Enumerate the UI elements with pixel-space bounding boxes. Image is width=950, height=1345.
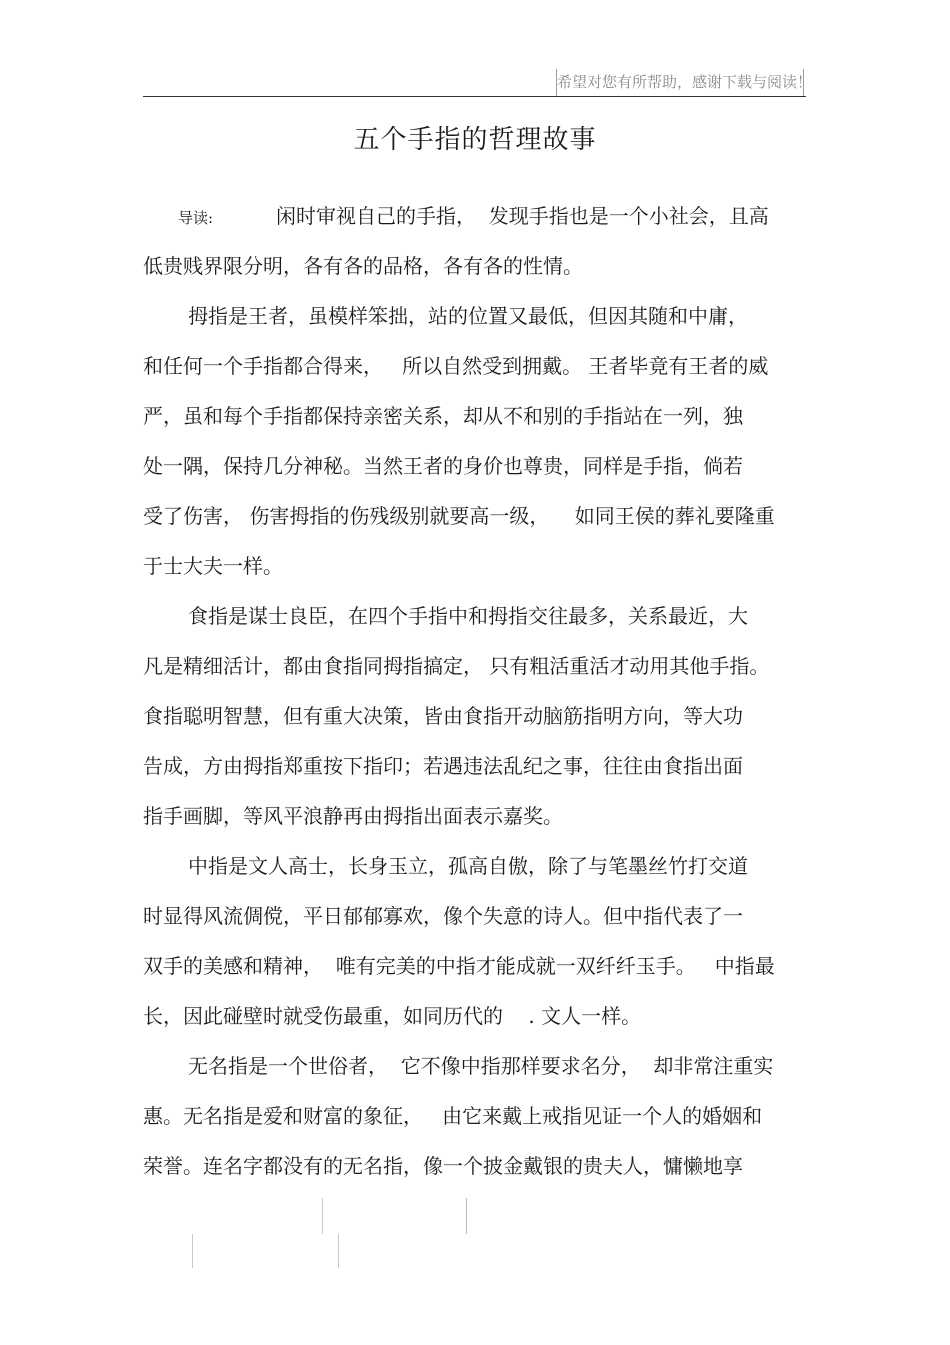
text-line: 于士大夫一样。 xyxy=(143,554,283,578)
intro-label: 导读: xyxy=(178,209,214,227)
text-line: 中指是文人高士，长身玉立，孤高自傲，除了与笔墨丝竹打交道 xyxy=(188,854,748,878)
header-rule xyxy=(143,96,806,97)
text-line: 时显得风流倜傥，平日郁郁寡欢，像个失意的诗人。但中指代表了一 xyxy=(143,904,743,928)
text-line: 受了伤害， 伤害拇指的伤残级别就要高一级， 如同王侯的葬礼要隆重 xyxy=(143,504,775,528)
text-line: 低贵贱界限分明，各有各的品格，各有各的性情。 xyxy=(143,254,583,278)
text-line: 闲时审视自己的手指， 发现手指也是一个小社会，且高 xyxy=(276,204,769,228)
text-line: 处一隅，保持几分神秘。当然王者的身价也尊贵，同样是手指，倘若 xyxy=(143,454,743,478)
scan-artifact-rule xyxy=(322,1198,323,1234)
text-line: 和任何一个手指都合得来， 所以自然受到拥戴。 王者毕竟有王者的威 xyxy=(143,354,769,378)
text-line: 无名指是一个世俗者， 它不像中指那样要求名分， 却非常注重实 xyxy=(188,1054,774,1078)
document-title: 五个手指的哲理故事 xyxy=(353,125,597,155)
text-line: 食指是谋士良臣，在四个手指中和拇指交往最多，关系最近，大 xyxy=(188,604,748,628)
scan-artifact-rule xyxy=(192,1234,193,1268)
text-line: 指手画脚，等风平浪静再由拇指出面表示嘉奖。 xyxy=(143,804,563,828)
scan-artifact-rule xyxy=(338,1234,339,1268)
header-note: 希望对您有所帮助，感谢下载与阅读！ xyxy=(556,69,804,96)
text-line: 凡是精细活计，都由食指同拇指搞定， 只有粗活重活才动用其他手指。 xyxy=(143,654,770,678)
text-line: 惠。无名指是爱和财富的象征， 由它来戴上戒指见证一个人的婚姻和 xyxy=(143,1104,763,1128)
text-line: 食指聪明智慧，但有重大决策，皆由食指开动脑筋指明方向，等大功 xyxy=(143,704,743,728)
text-line: 长，因此碰壁时就受伤最重，如同历代的 . 文人一样。 xyxy=(143,1004,642,1028)
text-line: 双手的美感和精神， 唯有完美的中指才能成就一双纤纤玉手。 中指最 xyxy=(143,954,775,978)
text-line: 告成，方由拇指郑重按下指印；若遇违法乱纪之事，往往由食指出面 xyxy=(143,754,743,778)
text-line: 拇指是王者，虽模样笨拙，站的位置又最低，但因其随和中庸， xyxy=(188,304,748,328)
text-line: 严，虽和每个手指都保持亲密关系，却从不和别的手指站在一列，独 xyxy=(143,404,743,428)
text-line: 荣誉。连名字都没有的无名指，像一个披金戴银的贵夫人，慵懒地享 xyxy=(143,1154,743,1178)
scan-artifact-rule xyxy=(466,1198,467,1234)
